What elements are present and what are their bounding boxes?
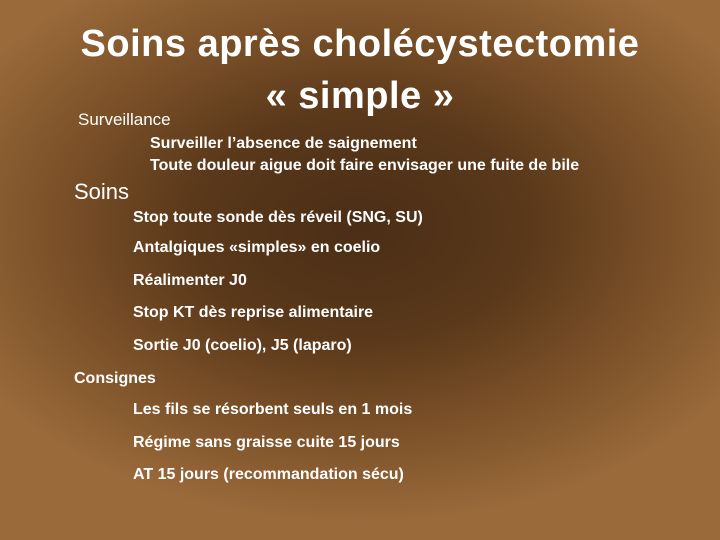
soins-item-5: Sortie J0 (coelio), J5 (laparo): [133, 337, 352, 354]
slide-title: [0, 18, 720, 122]
soins-item-1: Stop toute sonde dès réveil (SNG, SU): [133, 209, 423, 226]
consignes-item-3: AT 15 jours (recommandation sécu): [133, 466, 404, 483]
soins-heading: Soins: [74, 179, 130, 204]
consignes-heading: Consignes: [74, 370, 156, 387]
surveillance-item-2: Toute douleur aigue doit faire envisager une fuite de bile: [150, 157, 580, 174]
surveillance-heading: Surveillance: [78, 110, 171, 129]
soins-item-3: Réalimenter J0: [133, 272, 247, 289]
consignes-item-1: Les fils se résorbent seuls en 1 mois: [133, 401, 413, 418]
surveillance-item-1: Surveiller l’absence de saignement: [150, 135, 417, 152]
title-line-2: « simple »: [265, 75, 455, 117]
title-line-1: Soins après cholécystectomie: [80, 23, 640, 65]
consignes-item-2: Régime sans graisse cuite 15 jours: [133, 434, 400, 451]
soins-item-4: Stop KT dès reprise alimentaire: [133, 304, 374, 321]
soins-item-2: Antalgiques «simples» en coelio: [133, 239, 381, 256]
